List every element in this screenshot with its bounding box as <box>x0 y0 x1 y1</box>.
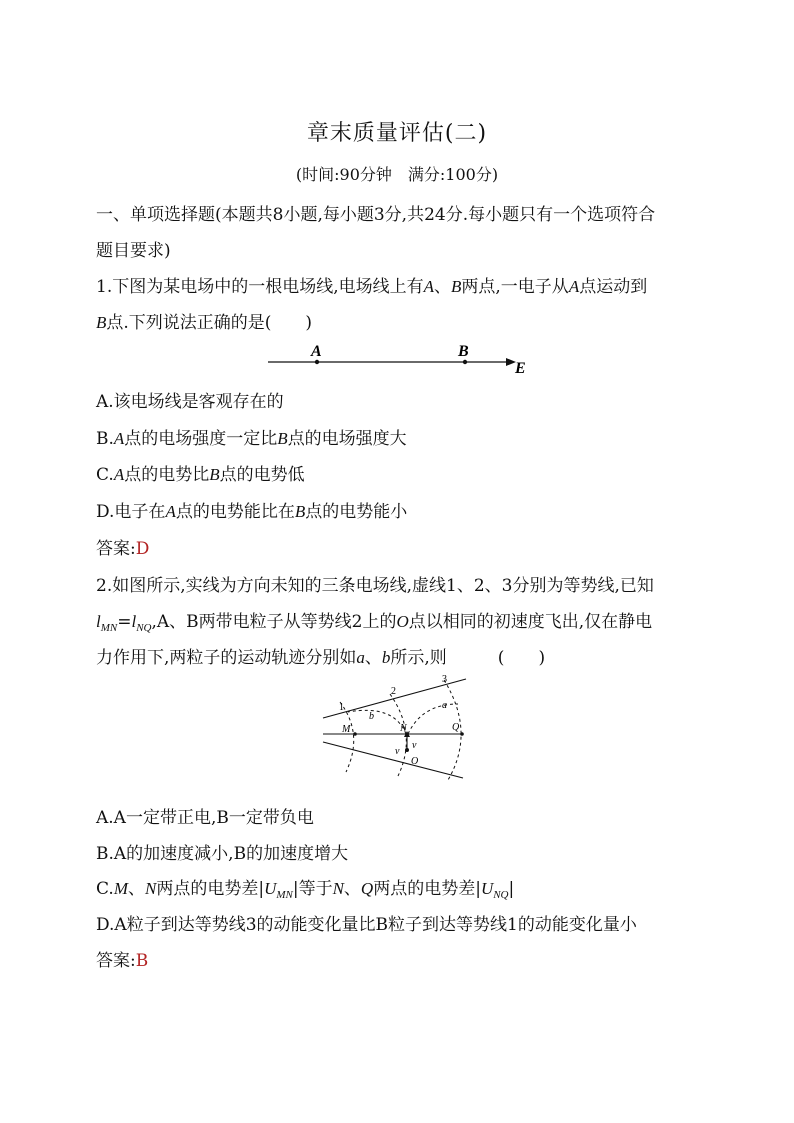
option-italic: U <box>264 879 277 898</box>
answer-value: B <box>135 951 149 971</box>
option-italic: Q <box>360 879 374 898</box>
q2-option-c <box>96 874 514 902</box>
q1-stem-line2 <box>96 308 312 333</box>
section-heading-line2: 题目要求) <box>96 241 171 261</box>
subscript-nq: NQ <box>136 622 152 635</box>
q1-field-line-figure <box>260 338 540 376</box>
option-text: 两点的电势差| <box>156 879 265 899</box>
option-italic: N <box>144 879 157 898</box>
label-a: A <box>311 343 322 360</box>
label-n: N <box>400 723 407 734</box>
label-v-right: v <box>412 740 417 751</box>
option-text: 点的电场强度一定比 <box>124 429 278 449</box>
q2-option-a: A.A一定带正电,B一定带负电 <box>96 808 314 828</box>
q1-stem-text: 1.下图为某电场中的一根电场线,电场线上有 <box>96 277 424 297</box>
q1-point-a: A <box>568 277 580 296</box>
option-text: 点的电场强度大 <box>287 429 407 449</box>
label-v-left: v <box>395 746 400 757</box>
option-italic: B <box>294 502 306 521</box>
option-italic: A <box>165 502 176 521</box>
option-text: 点的电势能小 <box>305 502 408 522</box>
option-italic: U <box>480 879 494 898</box>
label-a: a <box>442 700 447 711</box>
option-italic: N <box>332 879 344 898</box>
subscript-mn: MN <box>100 622 118 635</box>
stem-text: ,A、B两带电粒子从等势线2上的 <box>151 612 397 632</box>
option-text: | <box>508 879 515 899</box>
q1-option-a: A.该电场线是客观存在的 <box>96 392 284 412</box>
option-text: 、 <box>127 879 145 899</box>
subscript: MN <box>276 889 293 902</box>
q1-point-b: B <box>96 313 107 332</box>
point-m-dot <box>353 732 357 736</box>
q2-stem-line1: 2.如图所示,实线为方向未知的三条电场线,虚线1、2、3分别为等势线,已知 <box>96 576 654 596</box>
q1-stem-text: 、 <box>434 277 452 297</box>
answer-label: 答案: <box>96 539 136 559</box>
option-text: 点的电势能比在 <box>175 502 295 522</box>
stem-text: 力作用下,两粒子的运动轨迹分别如 <box>96 648 357 668</box>
point-q-dot <box>460 732 464 736</box>
label-1: 1 <box>339 702 344 713</box>
option-text: C. <box>96 465 114 485</box>
page-title: 章末质量评估(二) <box>306 121 488 146</box>
q1-stem-text: 点运动到 <box>579 277 648 297</box>
subscript: NQ <box>493 889 509 902</box>
option-text: 点的电势低 <box>219 465 305 485</box>
q2-stem-line2 <box>96 607 652 635</box>
symbol-l: l <box>96 612 101 631</box>
option-text: 点的电势比 <box>124 465 210 485</box>
label-2: 2 <box>391 686 396 697</box>
q1-answer <box>96 534 149 559</box>
page-subtitle: (时间:90分钟 满分:100分) <box>295 165 499 184</box>
equipotential-2 <box>390 694 406 776</box>
point-a-dot <box>315 360 319 364</box>
q1-option-c <box>96 460 305 485</box>
option-italic: A <box>113 429 125 448</box>
option-italic: B <box>277 429 288 448</box>
q2-answer <box>96 946 148 971</box>
point-b-dot <box>463 360 467 364</box>
trajectory-b: b <box>381 648 391 667</box>
stem-text: 点以相同的初速度飞出,仅在静电 <box>408 612 653 632</box>
label-q: Q <box>452 722 460 733</box>
q2-option-b: B.A的加速度减小,B的加速度增大 <box>96 844 349 864</box>
label-b: b <box>369 711 374 722</box>
label-b: B <box>458 343 469 360</box>
stem-text: 所示,则 ( ) <box>390 648 546 668</box>
label-m: M <box>342 724 351 735</box>
field-line-bottom <box>323 742 463 778</box>
q2-field-figure <box>318 672 468 784</box>
label-o: O <box>411 756 419 767</box>
option-text: 、 <box>343 879 361 899</box>
q1-option-b <box>96 424 407 449</box>
trajectory-a: a <box>356 648 365 667</box>
trajectory-b-path <box>348 710 406 734</box>
label-e: E <box>515 360 526 376</box>
section-heading-line1: 一、单项选择题(本题共8小题,每小题3分,共24分.每小题只有一个选项符合 <box>96 205 656 225</box>
equals-sign: = <box>117 612 132 632</box>
option-italic: A <box>113 465 125 484</box>
option-text: B. <box>96 429 114 449</box>
trajectory-a-path <box>408 704 458 734</box>
q1-stem-line1 <box>96 272 647 297</box>
q2-stem-line3 <box>96 643 545 668</box>
answer-label: 答案: <box>96 951 136 971</box>
option-text: D.电子在 <box>96 502 166 522</box>
label-3: 3 <box>442 674 447 685</box>
q1-stem-text: 两点,一电子从 <box>461 277 569 297</box>
q1-option-d <box>96 497 407 522</box>
point-o: O <box>396 612 409 631</box>
option-italic: B <box>209 465 220 484</box>
option-text: C. <box>96 879 114 899</box>
option-text: |等于 <box>292 879 333 899</box>
q1-stem-text: 点.下列说法正确的是( ) <box>106 313 313 333</box>
option-italic: M <box>113 879 128 898</box>
option-text: 两点的电势差| <box>373 879 481 899</box>
answer-value: D <box>135 539 150 559</box>
stem-text: 、 <box>364 648 382 668</box>
q1-point-b: B <box>451 277 462 296</box>
q1-point-a: A <box>423 277 435 296</box>
symbol-l: l <box>131 612 137 631</box>
q2-option-d: D.A粒子到达等势线3的动能变化量比B粒子到达等势线1的动能变化量小 <box>96 915 637 935</box>
